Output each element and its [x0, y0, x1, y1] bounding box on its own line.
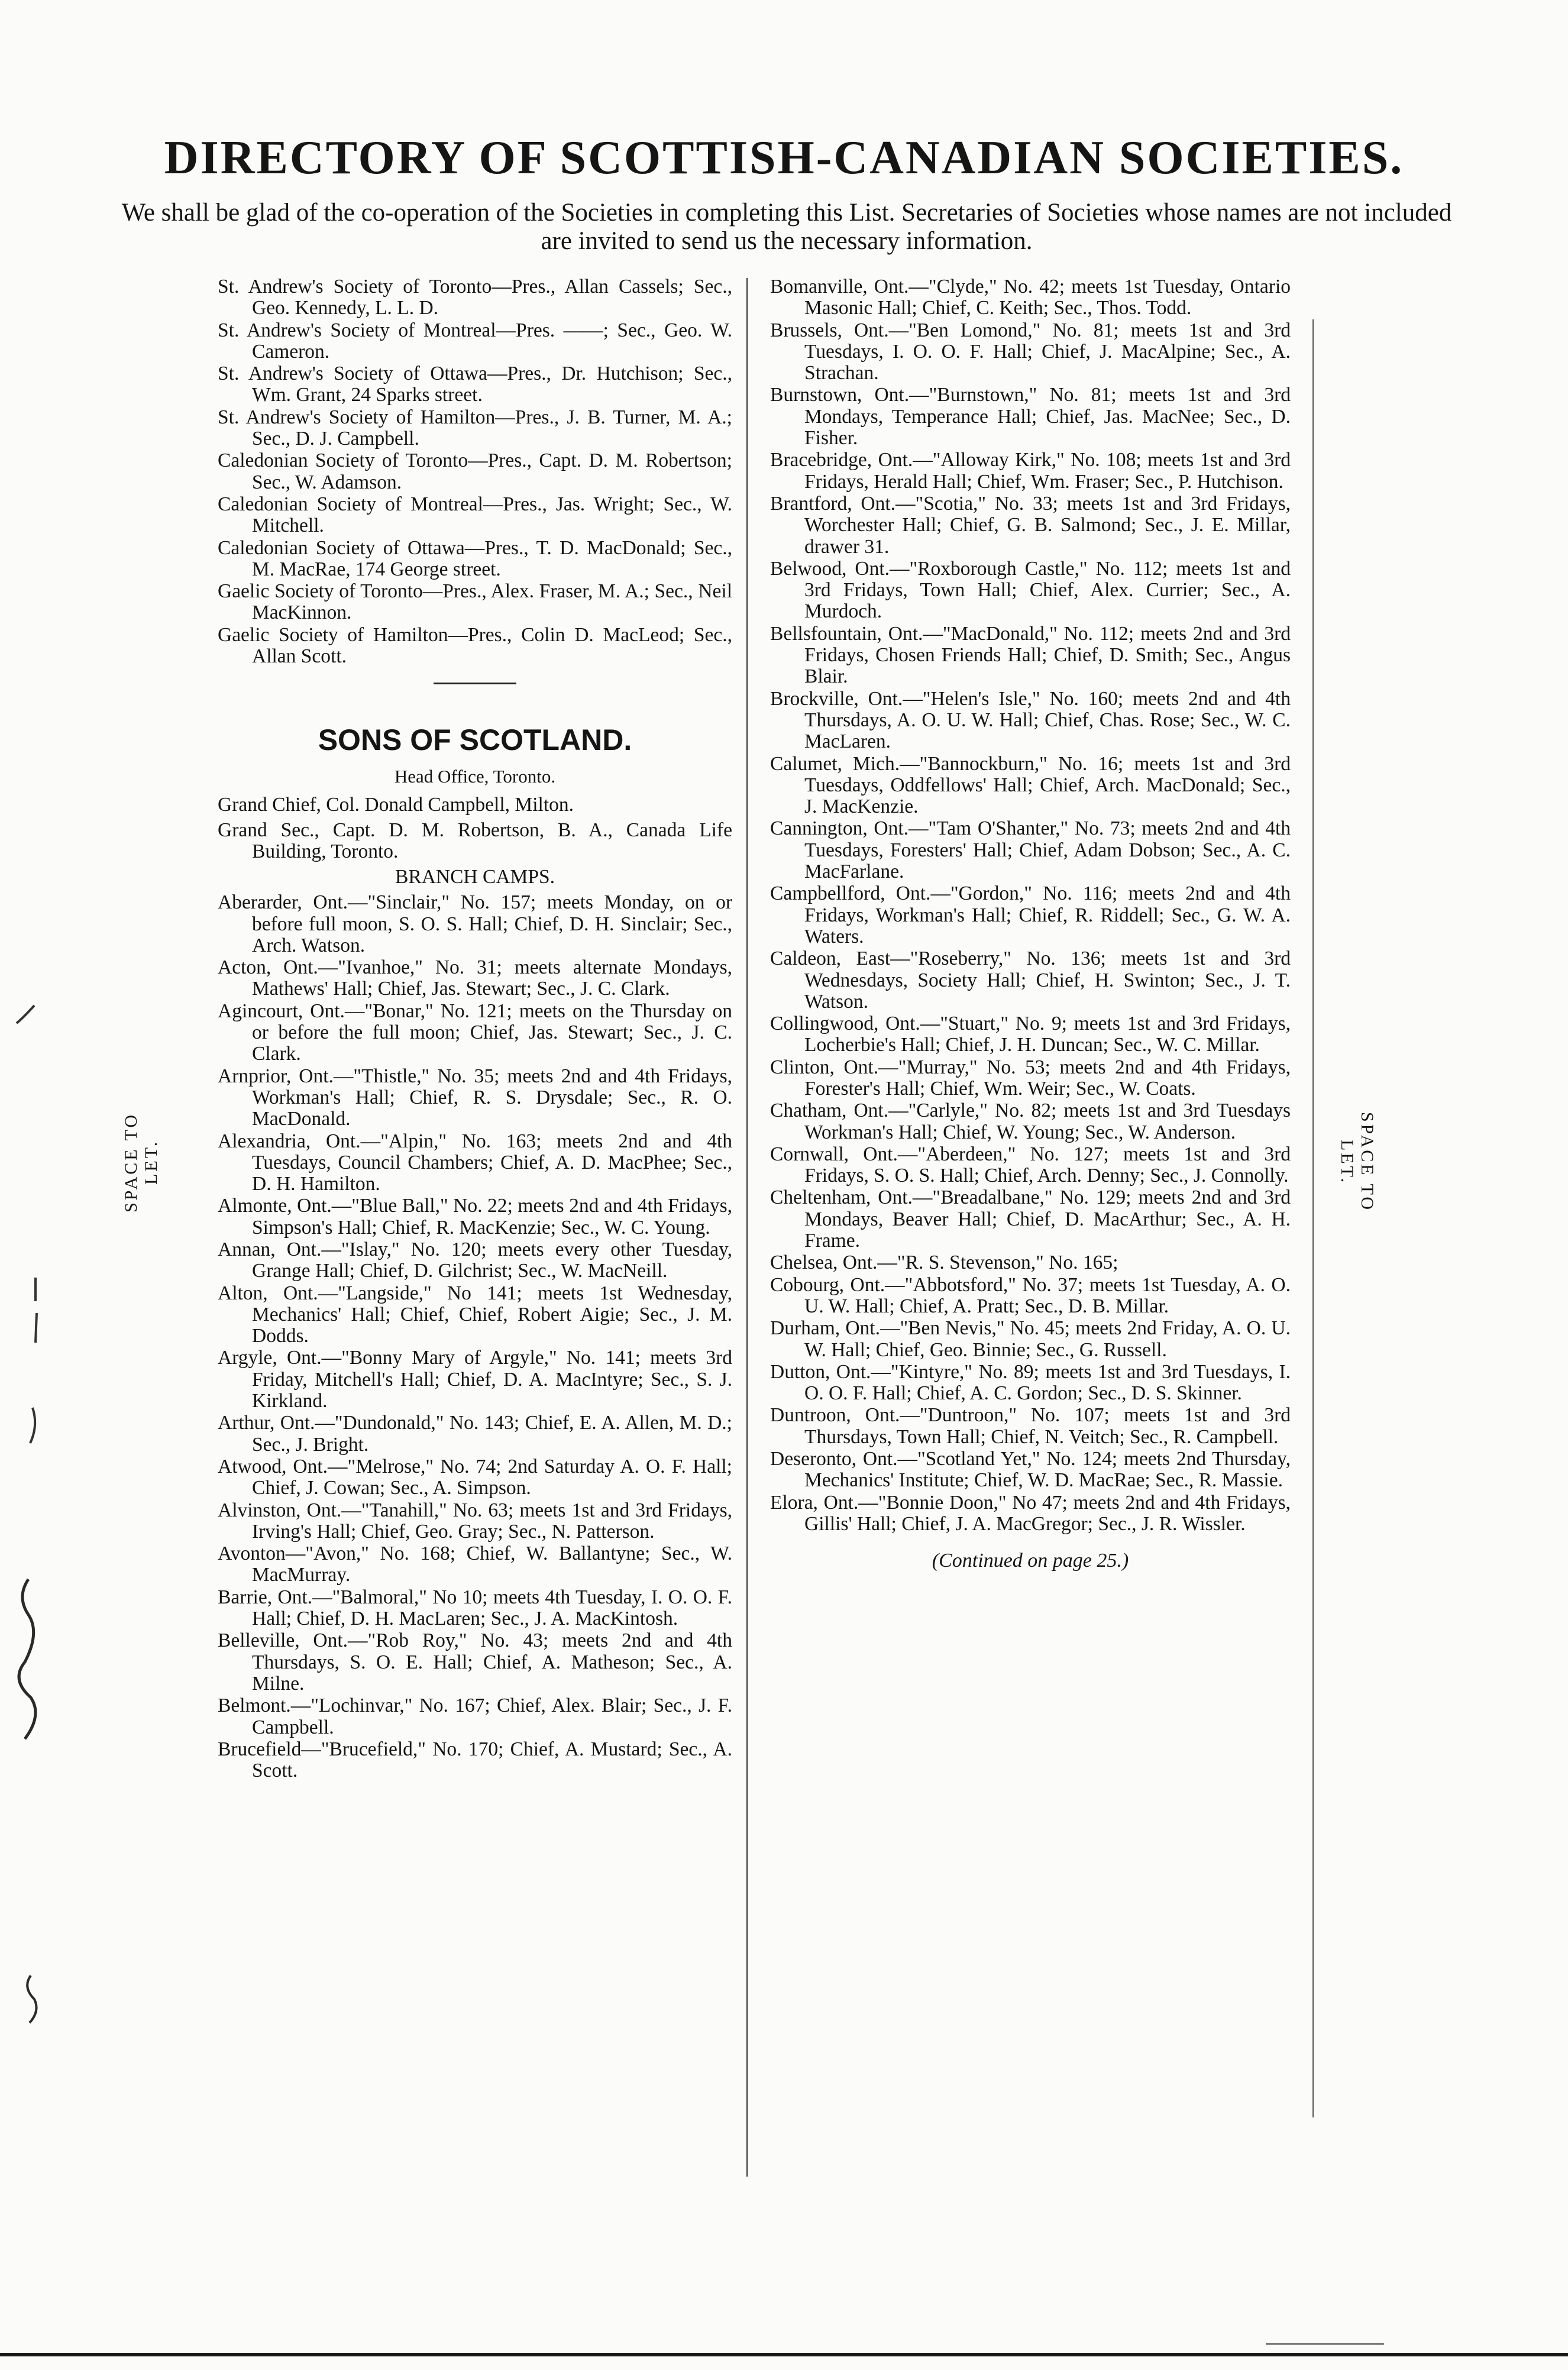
branch-camps-heading: BRANCH CAMPS. — [395, 866, 555, 888]
camp-entry: Bellsfountain, Ont.—"MacDonald," No. 112; meets 2nd and 3rd Fridays, Chosen Friends Hall; Chief, D. Smith; Sec., Angus Blair. — [770, 622, 1291, 688]
camp-entry: Brucefield—"Brucefield," No. 170; Chief, A. Mustard; Sec., A. Scott. — [218, 1738, 732, 1782]
camp-entry: Cannington, Ont.—"Tam O'Shanter," No. 73; meets 2nd and 4th Tuesdays, Foresters' Hall; Chief, Adam Dobson; Sec., A. C. MacFarlane. — [770, 817, 1291, 883]
bottom-rule-thin — [1266, 2343, 1384, 2345]
camp-entry: Duntroon, Ont.—"Duntroon," No. 107; meets 1st and 3rd Thursdays, Town Hall; Chief, N. Veitch; Sec., R. Campbell. — [770, 1404, 1291, 1448]
society-entry: Gaelic Society of Hamilton—Pres., Colin D. MacLeod; Sec., Allan Scott. — [218, 623, 732, 668]
camp-entry: Calumet, Mich.—"Bannockburn," No. 16; meets 1st and 3rd Tuesdays, Oddfellows' Hall; Chief, Arch. MacDonald; Sec., J. MacKenzie. — [770, 752, 1291, 818]
camp-entry: Cheltenham, Ont.—"Breadalbane," No. 129; meets 2nd and 3rd Mondays, Beaver Hall; Chief, D. MacArthur; Sec., A. H. Frame. — [770, 1186, 1291, 1252]
grand-chief: Grand Chief, Col. Donald Campbell, Milton. — [218, 794, 574, 816]
right-column — [770, 276, 1291, 1573]
camp-entry: Alexandria, Ont.—"Alpin," No. 163; meets 2nd and 4th Tuesdays, Council Chambers; Chief, A. D. MacPhee; Sec., D. H. Hamilton. — [218, 1130, 732, 1195]
camp-entry: Brantford, Ont.—"Scotia," No. 33; meets 1st and 3rd Fridays, Worchester Hall; Chief, G. B. Salmond; Sec., J. E. Millar, drawer 31. — [770, 492, 1291, 558]
section-divider — [434, 683, 516, 684]
camp-entry: Arthur, Ont.—"Dundonald," No. 143; Chief, E. A. Allen, M. D.; Sec., J. Bright. — [218, 1412, 732, 1456]
society-entry: Caledonian Society of Ottawa—Pres., T. D. MacDonald; Sec., M. MacRae, 174 George street. — [218, 536, 732, 580]
camp-entry: Belmont.—"Lochinvar," No. 167; Chief, Alex. Blair; Sec., J. F. Campbell. — [218, 1695, 732, 1738]
camp-entry: Brussels, Ont.—"Ben Lomond," No. 81; meets 1st and 3rd Tuesdays, I. O. O. F. Hall; Chief, J. MacAlpine; Sec., A. Strachan. — [770, 319, 1291, 384]
society-entry: St. Andrew's Society of Montreal—Pres. ——; Sec., Geo. W. Cameron. — [218, 319, 732, 363]
camp-entry: Cobourg, Ont.—"Abbotsford," No. 37; meets 1st Tuesday, A. O. U. W. Hall; Chief, A. Pratt; Sec., D. B. Millar. — [770, 1273, 1291, 1317]
camp-entry: Deseronto, Ont.—"Scotland Yet," No. 124; meets 2nd Thursday, Mechanics' Institute; Chief, W. D. MacRae; Sec., R. Massie. — [770, 1448, 1291, 1492]
head-office: Head Office, Toronto. — [394, 766, 556, 787]
societies-list — [218, 276, 732, 667]
camp-entry: Bracebridge, Ont.—"Alloway Kirk," No. 108; meets 1st and 3rd Fridays, Herald Hall; Chief, Wm. Fraser; Sec., P. Hutchison. — [770, 449, 1291, 493]
camp-entry: Atwood, Ont.—"Melrose," No. 74; 2nd Saturday A. O. F. Hall; Chief, J. Cowan; Sec., A. Simpson. — [218, 1455, 732, 1499]
society-entry: St. Andrew's Society of Hamilton—Pres., J. B. Turner, M. A.; Sec., D. J. Campbell. — [218, 406, 732, 450]
continued-note: (Continued on page 25.) — [932, 1550, 1129, 1572]
camp-entry: Durham, Ont.—"Ben Nevis," No. 45; meets 2nd Friday, A. O. U. W. Hall; Chief, Geo. Binnie; Sec., G. Russell. — [770, 1317, 1291, 1361]
space-to-let-left: SPACE TO LET. — [121, 1112, 161, 1213]
camp-entry: Acton, Ont.—"Ivanhoe," No. 31; meets alternate Mondays, Mathews' Hall; Chief, Jas. Stewart; Sec., J. C. Clark. — [218, 956, 732, 1000]
society-entry: St. Andrew's Society of Toronto—Pres., Allan Cassels; Sec., Geo. Kennedy, L. L. D. — [218, 276, 732, 319]
right-margin-rule — [1312, 319, 1314, 2117]
camp-entry: Chatham, Ont.—"Carlyle," No. 82; meets 1st and 3rd Tuesdays Workman's Hall; Chief, W. Young; Sec., W. Anderson. — [770, 1100, 1291, 1143]
camp-entry: Annan, Ont.—"Islay," No. 120; meets every other Tuesday, Grange Hall; Chief, D. Gilchrist; Sec., W. MacNeill. — [218, 1238, 732, 1282]
page-title: DIRECTORY OF SCOTTISH-CANADIAN SOCIETIES. — [164, 132, 1404, 184]
camp-entry: Bomanville, Ont.—"Clyde," No. 42; meets 1st Tuesday, Ontario Masonic Hall; Chief, C. Keith; Sec., Thos. Todd. — [770, 276, 1291, 319]
camp-entry: Avonton—"Avon," No. 168; Chief, W. Ballantyne; Sec., W. MacMurray. — [218, 1543, 732, 1586]
camp-entry: Collingwood, Ont.—"Stuart," No. 9; meets 1st and 3rd Fridays, Locherbie's Hall; Chief, J. H. Duncan; Sec., W. C. Millar. — [770, 1013, 1291, 1056]
camp-entry: Belleville, Ont.—"Rob Roy," No. 43; meets 2nd and 4th Thursdays, S. O. E. Hall; Chief, A. Matheson; Sec., A. Milne. — [218, 1629, 732, 1695]
branch-camps-list-right — [770, 276, 1291, 1535]
camp-entry: Burnstown, Ont.—"Burnstown," No. 81; meets 1st and 3rd Mondays, Temperance Hall; Chief, Jas. MacNee; Sec., D. Fisher. — [770, 384, 1291, 450]
left-column — [218, 276, 732, 1782]
camp-entry: Brockville, Ont.—"Helen's Isle," No. 160; meets 2nd and 4th Thursdays, A. O. U. W. Hall; Chief, Chas. Rose; Sec., W. C. MacLaren. — [770, 687, 1291, 753]
space-to-let-right: SPACE TO LET. — [1337, 1112, 1377, 1213]
camp-entry: Alton, Ont.—"Langside," No 141; meets 1st Wednesday, Mechanics' Hall; Chief, Chief, Robert Aigie; Sec., J. M. Dodds. — [218, 1282, 732, 1347]
society-entry: Caledonian Society of Toronto—Pres., Capt. D. M. Robertson; Sec., W. Adamson. — [218, 450, 732, 493]
camp-entry: Aberarder, Ont.—"Sinclair," No. 157; meets Monday, on or before full moon, S. O. S. Hall; Chief, D. H. Sinclair; Sec., Arch. Watson. — [218, 891, 732, 956]
camp-entry: Caldeon, East—"Roseberry," No. 136; meets 1st and 3rd Wednesdays, Society Hall; Chief, H. Swinton; Sec., J. T. Watson. — [770, 948, 1291, 1013]
camp-entry: Arnprior, Ont.—"Thistle," No. 35; meets 2nd and 4th Fridays, Workman's Hall; Chief, R. S. Drysdale; Sec., R. O. MacDonald. — [218, 1065, 732, 1130]
camp-entry: Argyle, Ont.—"Bonny Mary of Argyle," No. 141; meets 3rd Friday, Mitchell's Hall; Chief, D. A. MacIntyre; Sec., S. J. Kirkland. — [218, 1347, 732, 1412]
camp-entry: Barrie, Ont.—"Balmoral," No 10; meets 4th Tuesday, I. O. O. F. Hall; Chief, D. H. MacLaren; Sec., J. A. MacKintosh. — [218, 1586, 732, 1630]
column-divider — [746, 278, 748, 2177]
branch-camps-list-left — [218, 892, 732, 1781]
grand-secretary: Grand Sec., Capt. D. M. Robertson, B. A., Canada Life Building, Toronto. — [218, 819, 732, 862]
society-entry: St. Andrew's Society of Ottawa—Pres., Dr. Hutchison; Sec., Wm. Grant, 24 Sparks street. — [218, 363, 732, 406]
intro-note: We shall be glad of the co-operation of the Societies in completing this List. Secretaries of Societies whose names are not included are invited to send us the necessary information. — [121, 199, 1452, 255]
section-title: SONS OF SCOTLAND. — [318, 723, 632, 757]
camp-entry: Cornwall, Ont.—"Aberdeen," No. 127; meets 1st and 3rd Fridays, S. O. S. Hall; Chief, Arch. Denny; Sec., J. Connolly. — [770, 1143, 1291, 1187]
camp-entry: Belwood, Ont.—"Roxborough Castle," No. 112; meets 1st and 3rd Fridays, Town Hall; Chief, Alex. Currier; Sec., A. Murdoch. — [770, 557, 1291, 623]
camp-entry: Almonte, Ont.—"Blue Ball," No. 22; meets 2nd and 4th Fridays, Simpson's Hall; Chief, R. MacKenzie; Sec., W. C. Young. — [218, 1195, 732, 1239]
camp-entry: Chelsea, Ont.—"R. S. Stevenson," No. 165; — [770, 1252, 1118, 1274]
bottom-rule — [0, 2353, 1568, 2356]
camp-entry: Elora, Ont.—"Bonnie Doon," No 47; meets 2nd and 4th Fridays, Gillis' Hall; Chief, J. A. MacGregor; Sec., J. R. Wissler. — [770, 1491, 1291, 1535]
society-entry: Caledonian Society of Montreal—Pres., Jas. Wright; Sec., W. Mitchell. — [218, 493, 732, 537]
camp-entry: Alvinston, Ont.—"Tanahill," No. 63; meets 1st and 3rd Fridays, Irving's Hall; Chief, Geo. Gray; Sec., N. Patterson. — [218, 1499, 732, 1543]
camp-entry: Agincourt, Ont.—"Bonar," No. 121; meets on the Thursday on or before the full moon; Chief, Jas. Stewart; Sec., J. C. Clark. — [218, 1000, 732, 1065]
camp-entry: Dutton, Ont.—"Kintyre," No. 89; meets 1st and 3rd Tuesdays, I. O. O. F. Hall; Chief, A. C. Gordon; Sec., D. S. Skinner. — [770, 1360, 1291, 1405]
handwritten-margin-marks — [0, 982, 71, 2106]
camp-entry: Clinton, Ont.—"Murray," No. 53; meets 2nd and 4th Fridays, Forester's Hall; Chief, Wm. Weir; Sec., W. Coats. — [770, 1056, 1291, 1100]
camp-entry: Campbellford, Ont.—"Gordon," No. 116; meets 2nd and 4th Fridays, Workman's Hall; Chief, R. Riddell; Sec., G. W. A. Waters. — [770, 882, 1291, 948]
society-entry: Gaelic Society of Toronto—Pres., Alex. Fraser, M. A.; Sec., Neil MacKinnon. — [218, 580, 732, 624]
